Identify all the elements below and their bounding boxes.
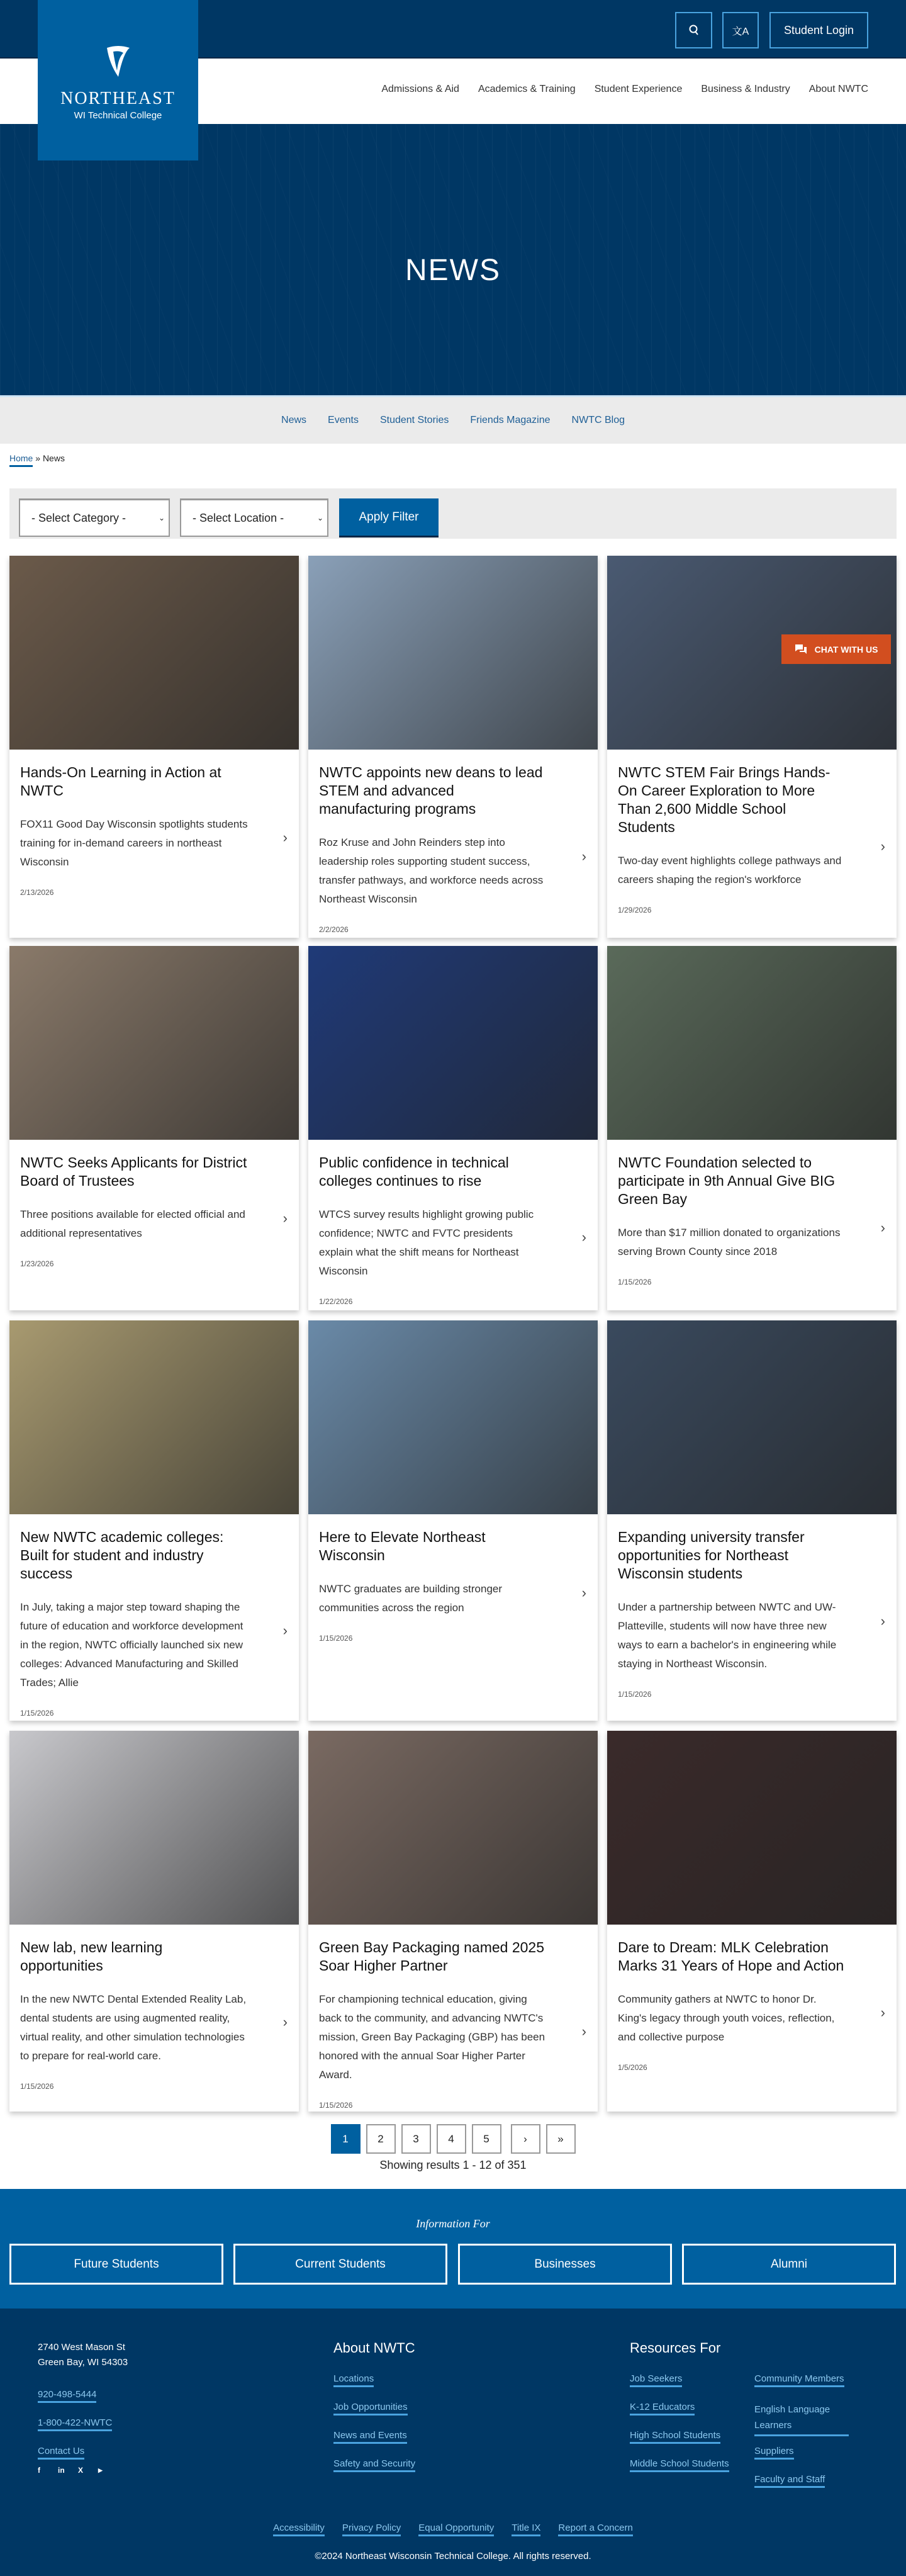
breadcrumb-separator: »: [35, 453, 41, 463]
nav-student-experience[interactable]: Student Experience: [594, 84, 683, 94]
report-concern-link[interactable]: Report a Concern: [558, 2523, 632, 2536]
news-card-title: New NWTC academic colleges: Built for student and industry success: [20, 1529, 224, 1582]
businesses-button[interactable]: Businesses: [458, 2244, 672, 2285]
nav-admissions[interactable]: Admissions & Aid: [381, 84, 459, 94]
news-card-date: 1/15/2026: [20, 1709, 54, 1718]
news-card[interactable]: [607, 556, 897, 938]
translate-button[interactable]: [722, 12, 759, 48]
chevron-right-icon: ›: [880, 1612, 885, 1629]
equal-opportunity-link[interactable]: Equal Opportunity: [418, 2523, 494, 2536]
news-card[interactable]: [9, 946, 299, 1310]
news-card[interactable]: [607, 1320, 897, 1721]
results-count: Showing results 1 - 12 of 351: [379, 2159, 527, 2171]
chevron-right-icon: ›: [282, 1210, 288, 1226]
subnav-student-stories[interactable]: Student Stories: [379, 415, 449, 425]
translate-icon: 文A: [732, 26, 749, 37]
chevron-right-icon: ›: [581, 1229, 586, 1245]
location-select-value: - Select Location -: [193, 511, 284, 524]
breadcrumb: [9, 453, 65, 463]
news-card-image: [9, 946, 299, 1140]
news-card-title: NWTC Foundation selected to participate in 9th Annual Give BIG Green Bay: [618, 1154, 836, 1207]
x-icon[interactable]: X: [78, 2466, 84, 2475]
search-button[interactable]: [675, 12, 712, 48]
news-card-title: Public confidence in technical colleges continues to rise: [319, 1154, 509, 1189]
news-card-date: 1/5/2026: [618, 2063, 647, 2072]
news-card-date: 1/15/2026: [319, 1634, 353, 1643]
page-3[interactable]: 3: [401, 2124, 431, 2154]
news-card[interactable]: [9, 1731, 299, 2112]
pagination: [0, 2124, 906, 2154]
contact-us-link[interactable]: Contact Us: [38, 2446, 84, 2460]
news-card-date: 1/15/2026: [618, 1278, 652, 1286]
resources-heading: Resources For: [630, 2340, 721, 2356]
news-card-description: Community gathers at NWTC to honor Dr. King's legacy through youth voices, reflection, and collective purpose: [618, 1993, 835, 2043]
category-select[interactable]: [19, 498, 170, 537]
news-card-date: 2/13/2026: [20, 888, 54, 897]
news-card[interactable]: [308, 1320, 598, 1721]
news-card-date: 1/23/2026: [20, 1259, 54, 1268]
next-page-button[interactable]: ›: [511, 2124, 540, 2154]
news-card-description: NWTC graduates are building stronger communities across the region: [319, 1583, 503, 1614]
apply-filter-button[interactable]: Apply Filter: [339, 498, 439, 537]
nav-about[interactable]: About NWTC: [808, 84, 868, 94]
job-opportunities-link[interactable]: Job Opportunities: [333, 2402, 408, 2416]
news-card-image: [9, 1320, 299, 1514]
news-card[interactable]: [308, 1731, 598, 2112]
copyright: ©2024 Northeast Wisconsin Technical College. All rights reserved.: [315, 2551, 591, 2562]
locations-link[interactable]: Locations: [333, 2373, 374, 2387]
news-card-description: More than $17 million donated to organizations serving Brown County since 2018: [618, 1227, 841, 1257]
news-card-image: [9, 1731, 299, 1925]
news-card-description: Roz Kruse and John Reinders step into leadership roles supporting student success, transfer pathways, and workforce needs across Northeast Wisconsin: [319, 836, 544, 905]
chevron-right-icon: ›: [880, 2005, 885, 2020]
future-students-button[interactable]: Future Students: [9, 2244, 223, 2285]
news-card-image: [607, 1320, 897, 1514]
ell-link[interactable]: English Language Learners: [754, 2402, 849, 2436]
search-icon: [689, 25, 699, 36]
news-card[interactable]: [607, 1731, 897, 2112]
filter-bar: [9, 488, 897, 539]
logo-subtitle: WI Technical College: [74, 110, 162, 121]
phone-link[interactable]: 920-498-5444: [38, 2389, 96, 2403]
chevron-right-icon: ›: [880, 1219, 885, 1235]
chat-bubble-icon: [795, 644, 807, 655]
news-card-date: 1/15/2026: [618, 1690, 652, 1699]
news-card-image: [607, 1731, 897, 1925]
news-card-description: Two-day event highlights college pathways and careers shaping the region's workforce: [618, 855, 842, 886]
chevron-right-icon: ›: [282, 1622, 288, 1638]
news-card-description: For championing technical education, giving back to the community, and advancing NWTC's mission, Green Bay Packaging (GBP) has been honored with the annual Soar Higher Parter Award.: [319, 1993, 545, 2081]
location-select[interactable]: [180, 498, 328, 537]
job-seekers-link[interactable]: Job Seekers: [630, 2373, 682, 2387]
news-card-description: Three positions available for elected official and additional representatives: [20, 1208, 245, 1239]
chevron-right-icon: ›: [581, 1585, 586, 1600]
news-card-title: Hands-On Learning in Action at NWTC: [20, 764, 221, 799]
news-card-image: [308, 1731, 598, 1925]
chevron-right-icon: ›: [581, 848, 586, 864]
hero-banner: [0, 124, 906, 395]
subnav-events[interactable]: Events: [328, 415, 359, 425]
student-login-button[interactable]: Student Login: [769, 12, 868, 48]
shield-logo-icon: [104, 45, 132, 79]
news-card-date: 1/15/2026: [319, 2101, 353, 2110]
news-card-title: NWTC STEM Fair Brings Hands-On Career Exploration to More Than 2,600 Middle School Students: [618, 764, 830, 835]
news-events-link[interactable]: News and Events: [333, 2430, 407, 2444]
information-for-label: Information For: [416, 2217, 490, 2230]
chevron-down-icon: ⌄: [316, 514, 323, 522]
chat-label: CHAT WITH US: [814, 644, 878, 655]
footer: [0, 2309, 906, 2576]
youtube-icon[interactable]: ▶: [98, 2467, 103, 2473]
community-members-link[interactable]: Community Members: [754, 2373, 844, 2387]
news-card[interactable]: [607, 946, 897, 1310]
last-page-button[interactable]: »: [546, 2124, 576, 2154]
safety-link[interactable]: Safety and Security: [333, 2458, 415, 2472]
page-2[interactable]: 2: [366, 2124, 396, 2154]
facebook-icon[interactable]: f: [38, 2466, 40, 2475]
accessibility-link[interactable]: Accessibility: [273, 2523, 325, 2536]
breadcrumb-home[interactable]: Home: [9, 453, 33, 467]
subnav-friends-magazine[interactable]: Friends Magazine: [470, 415, 551, 425]
nav-business[interactable]: Business & Industry: [701, 84, 790, 94]
information-for: [0, 2189, 906, 2309]
news-card-image: [308, 1320, 598, 1514]
news-card-description: In the new NWTC Dental Extended Reality Lab, dental students are using augmented reality, virtual reality, and other simulation technologies to prepare for real-world care.: [20, 1993, 247, 2062]
news-card-date: 1/15/2026: [20, 2082, 54, 2091]
logo-name: NORTHEAST: [60, 89, 176, 108]
k12-educators-link[interactable]: K-12 Educators: [630, 2402, 695, 2416]
news-card-image: [607, 946, 897, 1140]
news-card-title: Dare to Dream: MLK Celebration Marks 31 Years of Hope and Action: [618, 1939, 844, 1974]
sub-nav: [0, 395, 906, 444]
chevron-right-icon: ›: [282, 2014, 288, 2030]
logo[interactable]: [38, 0, 198, 160]
news-card-date: 2/2/2026: [319, 925, 349, 934]
page-5[interactable]: 5: [472, 2124, 501, 2154]
news-card[interactable]: [308, 946, 598, 1310]
chevron-right-icon: ›: [880, 838, 885, 854]
high-school-link[interactable]: High School Students: [630, 2430, 720, 2444]
toll-free-link[interactable]: 1-800-422-NWTC: [38, 2417, 112, 2431]
news-card-description: In July, taking a major step toward shaping the future of education and workforce development in the region, NWTC officially launched six new colleges: Advanced Manufacturing and Skilled Trades; Allie: [20, 1601, 243, 1689]
subnav-blog[interactable]: NWTC Blog: [571, 415, 625, 425]
breadcrumb-current: News: [42, 453, 65, 463]
privacy-link[interactable]: Privacy Policy: [342, 2523, 401, 2536]
news-card[interactable]: [9, 1320, 299, 1721]
current-students-button[interactable]: Current Students: [233, 2244, 447, 2285]
subnav-news[interactable]: News: [281, 415, 307, 425]
news-card[interactable]: [9, 556, 299, 938]
news-card-image: [308, 946, 598, 1140]
news-card-date: 1/22/2026: [319, 1297, 353, 1306]
news-card-title: Green Bay Packaging named 2025 Soar Higher Partner: [319, 1939, 545, 1974]
news-card-description: FOX11 Good Day Wisconsin spotlights students training for in-demand careers in northeast Wisconsin: [20, 818, 248, 868]
news-card[interactable]: [308, 556, 598, 938]
alumni-button[interactable]: Alumni: [682, 2244, 896, 2285]
page-1[interactable]: 1: [331, 2124, 361, 2154]
title-ix-link[interactable]: Title IX: [512, 2523, 540, 2536]
chevron-down-icon: ⌄: [158, 514, 165, 522]
middle-school-link[interactable]: Middle School Students: [630, 2458, 729, 2472]
address-line-2: Green Bay, WI 54303: [38, 2357, 128, 2368]
news-card-date: 1/29/2026: [618, 906, 652, 914]
suppliers-link[interactable]: Suppliers: [754, 2446, 794, 2460]
news-card-title: Expanding university transfer opportunities for Northeast Wisconsin students: [618, 1529, 805, 1582]
news-card-title: Here to Elevate Northeast Wisconsin: [319, 1529, 486, 1563]
news-card-image: [9, 556, 299, 750]
address-line-1: 2740 West Mason St: [38, 2342, 125, 2353]
faculty-staff-link[interactable]: Faculty and Staff: [754, 2474, 825, 2488]
news-card-title: NWTC appoints new deans to lead STEM and advanced manufacturing programs: [319, 764, 543, 817]
linkedin-icon[interactable]: in: [58, 2466, 65, 2475]
news-card-description: Under a partnership between NWTC and UW-Platteville, students will now have three new ways to earn a bachelor's in engineering while staying in Northeast Wisconsin.: [618, 1601, 837, 1670]
news-card-title: NWTC Seeks Applicants for District Board of Trustees: [20, 1154, 247, 1189]
news-card-description: WTCS survey results highlight growing public confidence; NWTC and FVTC presidents explain what the shift means for Northeast Wisconsin: [319, 1208, 534, 1277]
chevron-right-icon: ›: [581, 2023, 586, 2039]
chevron-right-icon: ›: [282, 830, 288, 845]
news-card-title: New lab, new learning opportunities: [20, 1939, 163, 1974]
chat-button[interactable]: [781, 634, 891, 664]
category-select-value: - Select Category -: [31, 511, 126, 524]
about-heading: About NWTC: [333, 2340, 415, 2356]
page-title: NEWS: [405, 254, 501, 287]
news-card-image: [308, 556, 598, 750]
nav-academics[interactable]: Academics & Training: [478, 84, 576, 94]
page-4[interactable]: 4: [437, 2124, 466, 2154]
